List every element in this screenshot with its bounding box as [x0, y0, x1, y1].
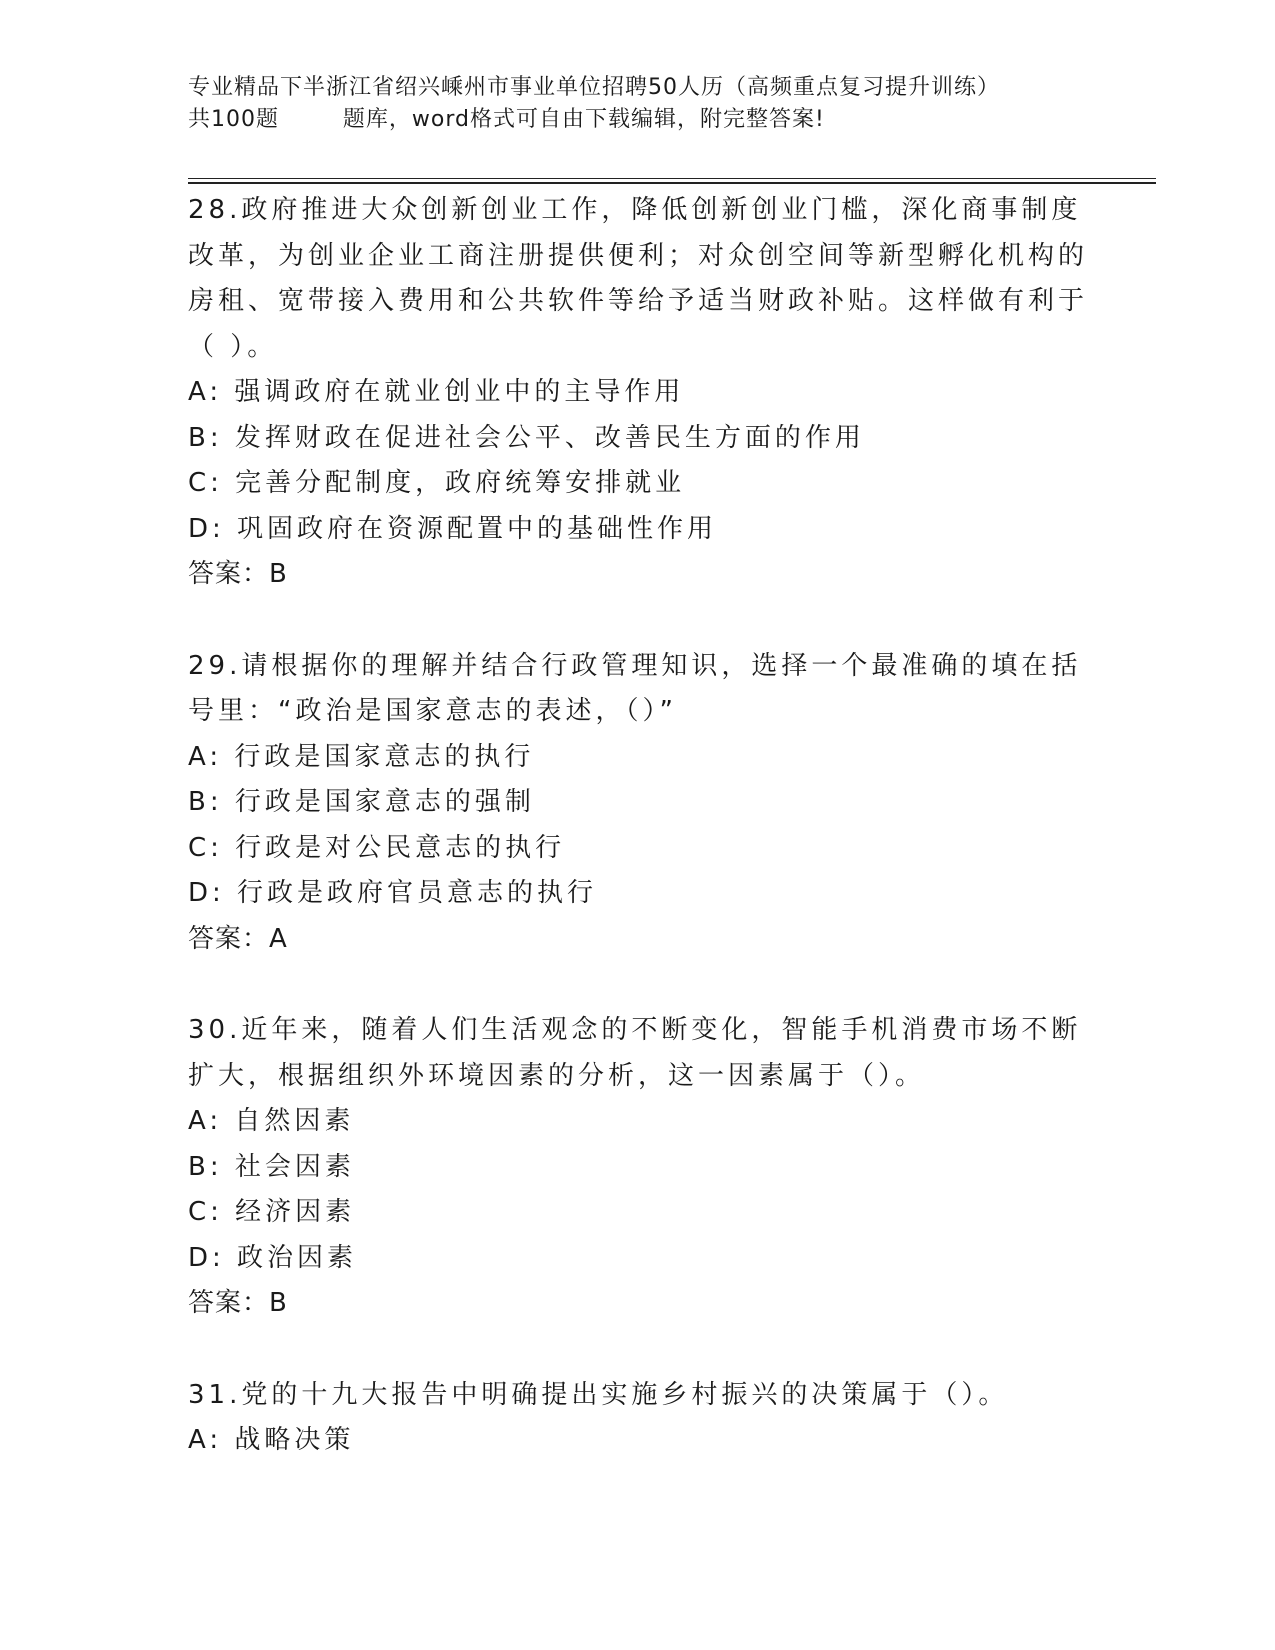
header-subtitle-line: 共100题 题库，word格式可自由下载编辑，附完整答案!: [188, 107, 825, 132]
question-31: [188, 1373, 1088, 1464]
option-d: D: 巩固政府在资源配置中的基础性作用: [188, 513, 718, 544]
option-a: A: 强调政府在就业创业中的主导作用: [188, 377, 685, 407]
question-30: [188, 1008, 1088, 1327]
header-double-rule: [188, 178, 1156, 184]
option-b: B: 行政是国家意志的强制: [188, 787, 535, 817]
header-title-line: 专业精品下半浙江省绍兴嵊州市事业单位招聘50人历（高频重点复习提升训练）: [188, 75, 1000, 100]
question-text: 30.近年来，随着人们生活观念的不断变化，智能手机消费市场不断扩大，根据组织外环境因素的分析，这一因素属于（）。: [188, 1015, 1082, 1091]
option-b: B: 发挥财政在促进社会公平、改善民生方面的作用: [188, 422, 865, 453]
option-c: C: 经济因素: [188, 1197, 356, 1227]
option-c: C: 完善分配制度，政府统筹安排就业: [188, 468, 686, 498]
option-b: B: 社会因素: [188, 1151, 355, 1182]
question-29: [188, 644, 1088, 963]
option-a: A: 行政是国家意志的执行: [188, 741, 535, 772]
option-a: A: 战略决策: [188, 1425, 355, 1455]
answer-line: 答案：A: [188, 923, 288, 954]
option-d: D: 政治因素: [188, 1242, 358, 1273]
option-d: D: 行政是政府官员意志的执行: [188, 878, 598, 908]
question-text: 31.党的十九大报告中明确提出实施乡村振兴的决策属于（）。: [188, 1379, 1009, 1410]
question-28: [188, 188, 1088, 598]
question-list: [188, 188, 1088, 1510]
question-text: 28.政府推进大众创新创业工作，降低创新创业门槛，深化商事制度改革，为创业企业工商注册提供便利；对众创空间等新型孵化机构的房租、宽带接入费用和公共软件等给予适当财政补贴。这样做有利于（ ）。: [188, 195, 1089, 362]
document-header: [188, 72, 1088, 136]
answer-line: 答案：B: [188, 559, 288, 589]
question-text: 29.请根据你的理解并结合行政管理知识，选择一个最准确的填在括号里：“政治是国家意志的表述，（）”: [188, 650, 1082, 726]
option-c: C: 行政是对公民意志的执行: [188, 832, 566, 863]
option-a: A: 自然因素: [188, 1106, 355, 1136]
answer-line: 答案：B: [188, 1288, 288, 1318]
